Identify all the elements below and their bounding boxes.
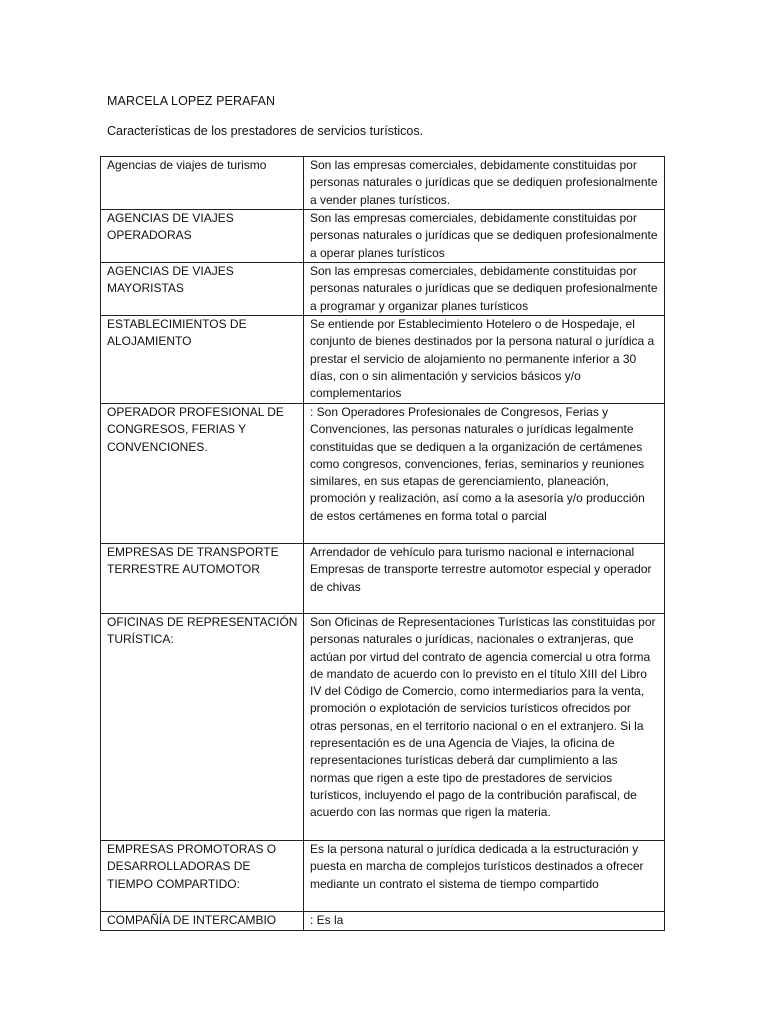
table-row bbox=[101, 404, 665, 544]
row-label: COMPAÑÍA DE INTERCAMBIO bbox=[101, 912, 304, 931]
table-row bbox=[101, 210, 665, 263]
table-row bbox=[101, 263, 665, 316]
table-row bbox=[101, 316, 665, 404]
row-description: Se entiende por Establecimiento Hotelero o de Hospedaje, el conjunto de bienes destinados por la persona natural o jurídica a prestar el servicio de alojamiento no permanente inferior a 30 días, con o sin alimentación y servicios básicos y/o complementarios bbox=[304, 316, 665, 404]
row-label: EMPRESAS DE TRANSPORTE TERRESTRE AUTOMOTOR bbox=[101, 544, 304, 614]
row-label: ESTABLECIMIENTOS DE ALOJAMIENTO bbox=[101, 316, 304, 404]
row-label: OFICINAS DE REPRESENTACIÓN TURÍSTICA: bbox=[101, 614, 304, 841]
table-row bbox=[101, 157, 665, 210]
table-row bbox=[101, 614, 665, 841]
row-description: Es la persona natural o jurídica dedicada a la estructuración y puesta en marcha de complejos turísticos destinados a ofrecer mediante un contrato el sistema de tiempo compartido bbox=[304, 841, 665, 912]
row-description: Son Oficinas de Representaciones Turísticas las constituidas por personas naturales o jurídicas, nacionales o extranjeras, que actúan por virtud del contrato de agencia comercial u otra forma de mandato de acuerdo con lo previsto en el título XIII del Libro IV del Código de Comercio, como intermediarios para la venta, promoción o explotación de servicios turísticos ofrecidos por otras personas, en el territorio nacional o en el extranjero. Si la representación es de una Agencia de Viajes, la oficina de representaciones turísticas deberá dar cumplimiento a las normas que rigen a este tipo de prestadores de servicios turísticos, incluyendo el pago de la contribución parafiscal, de acuerdo con las normas que rigen la materia. bbox=[304, 614, 665, 841]
row-label: EMPRESAS PROMOTORAS O DESARROLLADORAS DE TIEMPO COMPARTIDO: bbox=[101, 841, 304, 912]
author-name: MARCELA LOPEZ PERAFAN bbox=[107, 94, 276, 108]
row-description: : Son Operadores Profesionales de Congresos, Ferias y Convenciones, las personas naturales o jurídicas legalmente constituidas que se dediquen a la organización de certámenes como congresos, convenciones, ferias, seminarios y reuniones similares, en sus etapas de gerenciamiento, planeación, promoción y realización, así como a la asesoría y/o producción de estos certámenes en forma total o parcial bbox=[304, 404, 665, 544]
document-subtitle: Características de los prestadores de servicios turísticos. bbox=[107, 124, 424, 138]
row-label: AGENCIAS DE VIAJES OPERADORAS bbox=[101, 210, 304, 263]
table-row bbox=[101, 841, 665, 912]
row-label: Agencias de viajes de turismo bbox=[101, 157, 304, 210]
row-description: Arrendador de vehículo para turismo nacional e internacional Empresas de transporte terrestre automotor especial y operador de chivas bbox=[304, 544, 665, 614]
row-description: : Es la bbox=[304, 912, 665, 931]
row-label: OPERADOR PROFESIONAL DE CONGRESOS, FERIAS Y CONVENCIONES. bbox=[101, 404, 304, 544]
table-row bbox=[101, 912, 665, 931]
row-description: Son las empresas comerciales, debidamente constituidas por personas naturales o jurídicas que se dediquen profesionalmente a operar planes turísticos bbox=[304, 210, 665, 263]
row-description: Son las empresas comerciales, debidamente constituidas por personas naturales o jurídicas que se dediquen profesionalmente a programar y organizar planes turísticos bbox=[304, 263, 665, 316]
prestadores-table bbox=[100, 156, 665, 931]
table-row bbox=[101, 544, 665, 614]
row-label: AGENCIAS DE VIAJES MAYORISTAS bbox=[101, 263, 304, 316]
row-description: Son las empresas comerciales, debidamente constituidas por personas naturales o jurídicas que se dediquen profesionalmente a vender planes turísticos. bbox=[304, 157, 665, 210]
